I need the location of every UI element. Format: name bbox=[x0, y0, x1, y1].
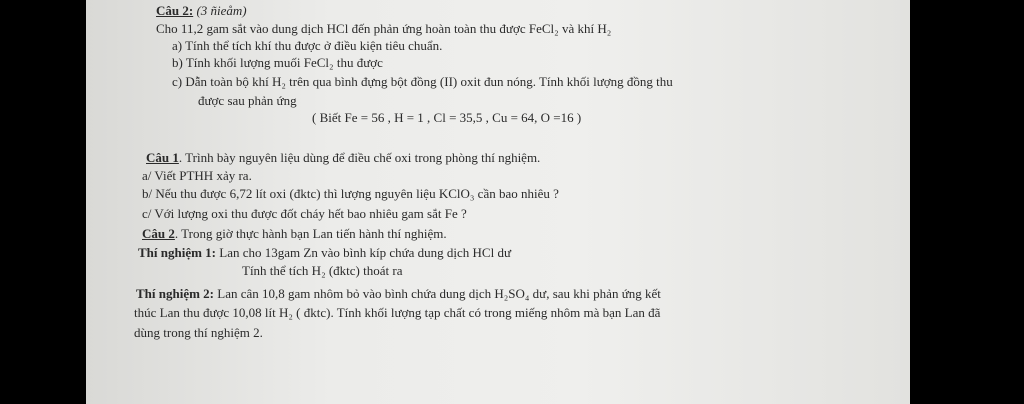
experiment-1 bbox=[138, 245, 511, 260]
experiment-2-cont: thúc Lan thu được 10,08 lít H₂ ( đktc). Tính khối lượng tạp chất có trong miếng nhôm mà bạn Lan đã bbox=[134, 305, 661, 320]
q2-title: Câu 2: bbox=[156, 3, 194, 18]
q2-intro: Cho 11,2 gam sắt vào dung dịch HCl đến phản ứng hoàn toàn thu được FeCl₂ và khí H₂ bbox=[156, 21, 612, 36]
experiment-1-text: Lan cho 13gam Zn vào bình kíp chứa dung dịch HCl dư bbox=[216, 245, 511, 260]
q1-heading bbox=[146, 150, 540, 165]
q2b-title: Câu 2 bbox=[142, 226, 175, 241]
experiment-1-label: Thí nghiệm 1: bbox=[138, 245, 217, 260]
q2-part-a: a) Tính thể tích khí thu được ở điều kiện tiêu chuẩn. bbox=[172, 38, 443, 53]
exam-paper bbox=[86, 0, 910, 404]
q2-part-c: c) Dẫn toàn bộ khí H₂ trên qua bình đựng bột đồng (II) oxit đun nóng. Tính khối lượng đồng thu bbox=[172, 74, 673, 89]
q1-title: Câu 1 bbox=[146, 150, 179, 165]
experiment-2-end: dùng trong thí nghiệm 2. bbox=[134, 325, 263, 340]
q1-part-a: a/ Viết PTHH xảy ra. bbox=[142, 168, 252, 183]
q1-part-c: c/ Với lượng oxi thu được đốt cháy hết bao nhiêu gam sắt Fe ? bbox=[142, 206, 467, 221]
q1-text: . Trình bày nguyên liệu dùng để điều chế oxi trong phòng thí nghiệm. bbox=[178, 150, 541, 165]
q1-part-b: b/ Nếu thu được 6,72 lít oxi (đktc) thì lượng nguyên liệu KClO₃ cần bao nhiêu ? bbox=[142, 186, 559, 201]
experiment-2-label: Thí nghiệm 2: bbox=[136, 286, 215, 301]
q2b-text: . Trong giờ thực hành bạn Lan tiến hành thí nghiệm. bbox=[174, 226, 447, 241]
q2-part-c-cont: được sau phản ứng bbox=[198, 93, 297, 108]
experiment-1-question: Tính thể tích H₂ (đktc) thoát ra bbox=[242, 263, 403, 278]
q2b-heading bbox=[142, 226, 447, 241]
q2-points: (3 ñieåm) bbox=[196, 3, 247, 18]
experiment-2 bbox=[136, 286, 661, 301]
q2-part-b: b) Tính khối lượng muối FeCl₂ thu được bbox=[172, 55, 383, 70]
experiment-2-text: Lan cân 10,8 gam nhôm bỏ vào bình chứa dung dịch H₂SO₄ dư, sau khi phản ứng kết bbox=[214, 286, 661, 301]
q2-heading bbox=[156, 3, 247, 18]
q2-given-masses: ( Biết Fe = 56 , H = 1 , Cl = 35,5 , Cu = 64, O =16 ) bbox=[312, 110, 582, 125]
